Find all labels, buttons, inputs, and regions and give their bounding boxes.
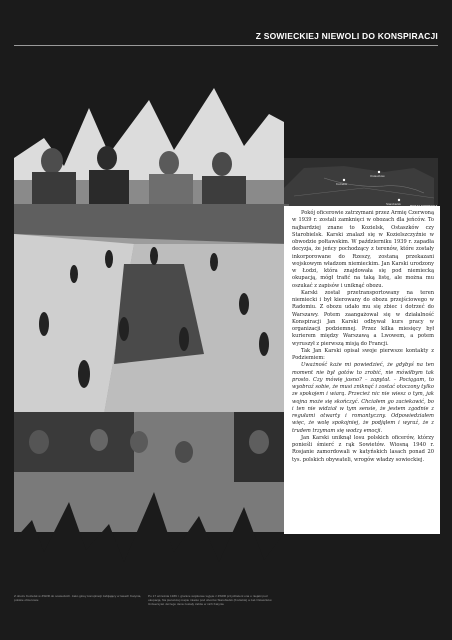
caption-left: Z obozu Kozielsk w ZSRR do sowieckich. Jako głosy konspiracji zabijający w lasach Katynia, polskie oficerowie	[14, 594, 142, 603]
title-rule	[14, 45, 438, 46]
exhumation-photo	[14, 204, 289, 414]
article-paragraph: Tak Jan Karski opisał swoje pierwsze kontakty z Podziemiem:	[292, 347, 434, 361]
map-label-ostaszkow: Ostaszków	[370, 174, 385, 178]
map-label-kozielsk: Kozielsk	[336, 182, 348, 186]
article-paragraph: Jan Karski uniknął losu polskich oficerów, którzy ponieśli śmierć z rąk Sowietów. Wiosną 1940 r. Rosjanie zamordowali w katyńskich lasach ponad 20 tys. polskich obywateli, wrogów władzy sowieckiej.	[292, 434, 434, 463]
soldiers-photo	[14, 412, 289, 578]
map-inset	[284, 158, 438, 213]
officials-photo	[14, 88, 284, 204]
caption-right: Po 17 września 1939 r. granice wojskowe wyjęte z ZSRR przydzieleni ona o niejaki pod okupacją. Na pierwszej mapie miasto pod obozów Starobielsk (Kozielsk) a zaś Ostaszków. Uniwersytet Jerzego Jana zostały zabite w nich Katynie	[148, 594, 273, 607]
article-paragraph: Pokój oficerowie zatrzymani przez Armię Czerwoną w 1939 r. zostali zamknięci w obozach dla jeńców. To najbardziej znane to Kozielsk, Ostaszków czy Starobielsk. Karski znalazł się w Kozielszczyźnie w obwodzie połtawskim. W październiku 1939 r. zapadła decyzja, że jeńcy pochodzący z terenów, które zostały inkorporowane do Rzeszy, zostaną przekazani wojskowym władzom niemieckim. Jan Karski urodzony w Łodzi, która znajdowała się pod niemiecką okupacją, mógł trafić na taką listę, ale można mu oszukać z zapisów i uniknąć obozu.	[292, 210, 434, 289]
article-text	[284, 206, 440, 534]
page-title: Z SOWIECKIEJ NIEWOLI DO KONSPIRACJI	[255, 31, 438, 41]
article-paragraph: Karski został przetransportowany na teren niemiecki i był kierowany do obozu przejściowego w Radomiu. Z obozu udało mu się zbiec i dotrzeć do Warszawy. Potem zaangażował się w działalność Konspiracji Jan Karski odbywał kurs pracy w organizacji podziemnej. Przez kilka miesięcy był kurierem między Warszawą a Lwowem, a potem wyruszył z pierwszą misją do Francji.	[292, 289, 434, 347]
map-label-starobielsk: Starobielsk	[386, 202, 401, 206]
article-quote: Uważność każe mi powiedzieć, że gdybyś na ten moment nie był gotów to zrobić, nie mówiłbym tak prosto. Czy mówię jasno? – zapytał. – Pociągam, to wyobraź sobie, że musi zniknąć i zostać otoczony tylko ze spokojem i wiarą. Przecież nic nie wiesz o tym, jak wojna może się skończyć. Chciałem go zaciekawić, bo i ten nie widział w tym sensie, że jestem zgodnie z regułami otwarty i romantyczny. Odpowiedziałem więc, że wolę spokojniej, że podjąłem i wyraź, że z trudem trzymam się wodzy emocji.	[292, 362, 434, 434]
